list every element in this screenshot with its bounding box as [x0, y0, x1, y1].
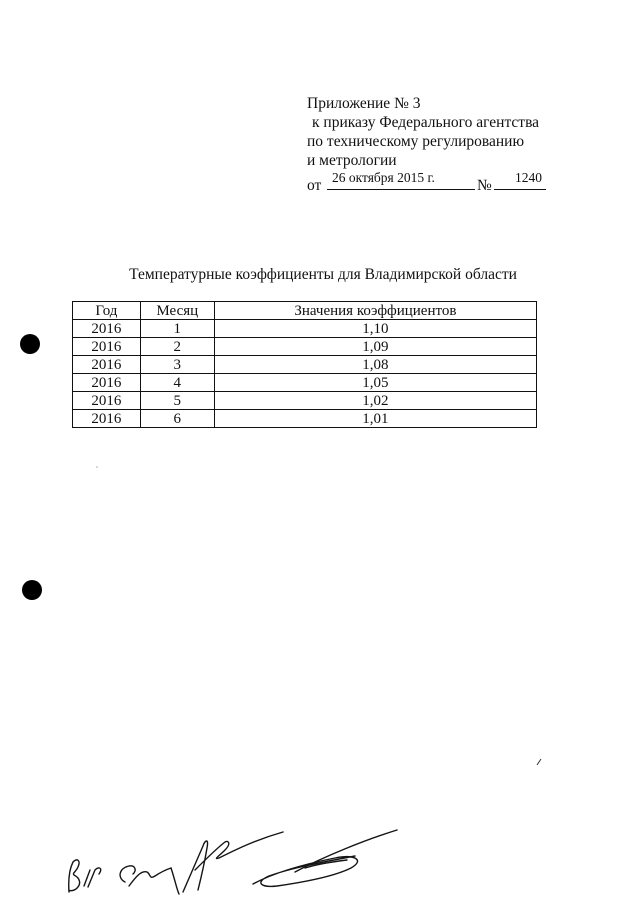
header-year: Год: [73, 302, 141, 320]
scan-speck: [96, 466, 97, 467]
cell-value: 1,09: [214, 338, 536, 356]
handwriting-stroke: [84, 868, 101, 887]
cell-year: 2016: [73, 320, 141, 338]
document-title: Температурные коэффициенты для Владимирской области: [129, 266, 517, 283]
from-label: от: [307, 177, 322, 194]
signature-stroke: [120, 866, 171, 886]
cell-month: 2: [140, 338, 214, 356]
signature-stroke: [171, 868, 179, 894]
order-date: 26 октября 2015 г.: [332, 170, 435, 185]
cell-year: 2016: [73, 338, 141, 356]
number-sign: №: [477, 177, 492, 194]
header-month: Месяц: [140, 302, 214, 320]
cell-month: 4: [140, 374, 214, 392]
appendix-line-3: по техническому регулированию: [307, 133, 525, 150]
cell-value: 1,02: [214, 392, 536, 410]
cell-month: 3: [140, 356, 214, 374]
order-number: 1240: [515, 170, 542, 185]
handwriting-stroke: [69, 860, 80, 892]
cell-value: 1,10: [214, 320, 536, 338]
cell-month: 5: [140, 392, 214, 410]
cell-value: 1,05: [214, 374, 536, 392]
cell-year: 2016: [73, 392, 141, 410]
signature-area: [55, 820, 415, 900]
scan-speck: [537, 759, 541, 765]
cell-year: 2016: [73, 374, 141, 392]
signature-stroke: [195, 832, 283, 870]
cell-year: 2016: [73, 410, 141, 428]
cell-year: 2016: [73, 356, 141, 374]
cell-month: 6: [140, 410, 214, 428]
appendix-title: Приложение № 3: [307, 95, 421, 112]
signature-stroke: [183, 841, 208, 892]
appendix-line-2: к приказу Федерального агентства: [312, 114, 540, 131]
appendix-line-4: и метрологии: [307, 152, 397, 169]
cell-value: 1,08: [214, 356, 536, 374]
cell-value: 1,01: [214, 410, 536, 428]
cell-month: 1: [140, 320, 214, 338]
header-value: Значения коэффициентов: [214, 302, 536, 320]
